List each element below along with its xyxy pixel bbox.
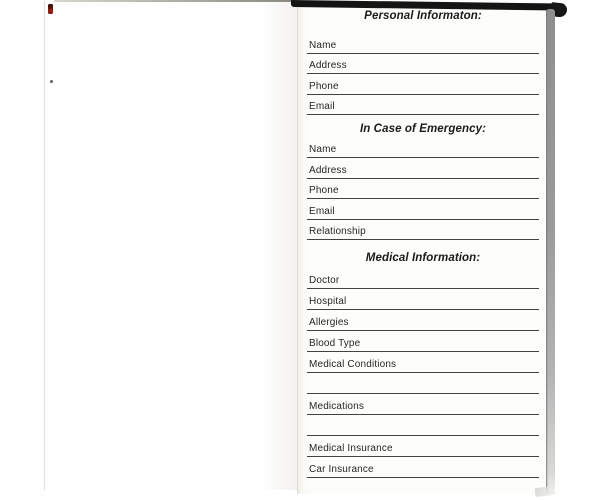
emergency-contact-fields [307,138,539,241]
personal-information-fields [307,33,539,115]
form-page [297,0,549,494]
field-row-relationship [307,220,539,241]
field-label: Relationship [309,226,366,237]
field-label: Hospital [309,295,347,307]
field-row-blood-type [307,331,539,352]
field-label: Email [309,101,335,112]
field-row-hospital [307,289,539,310]
medical-information-heading: Medical Information: [365,252,481,264]
field-label: Medical Insurance [309,442,393,454]
field-label: Name [309,39,337,51]
field-label: Medications [309,400,365,412]
field-row-allergies [307,310,539,331]
page-block-right-edge [546,9,555,493]
field-row-car-insurance [307,457,539,478]
field-row-phone [307,74,539,95]
field-label: Email [309,205,335,217]
field-label: Phone [309,80,339,92]
field-label: Name [309,144,337,155]
left-blank-page [44,1,297,490]
field-row-email [307,95,539,116]
field-row-address [307,158,539,179]
field-label: Address [309,60,347,71]
field-label: Allergies [309,316,349,328]
field-label: Doctor [309,274,340,286]
field-label: Car Insurance [309,463,374,475]
emergency-contact-heading: In Case of Emergency: [359,123,487,135]
personal-information-heading: Personal Informaton: [364,10,482,22]
bottom-right-corner-shadow [535,486,556,497]
field-row-phone [307,179,539,200]
field-row-medications [307,394,539,415]
dust-speck [50,80,53,83]
field-row-medical-insurance [307,436,539,457]
red-bookmark-mark [48,4,53,14]
field-label: Phone [309,185,339,196]
field-row-address [307,54,539,75]
medical-information-fields [307,268,539,478]
field-label: Blood Type [309,337,361,349]
field-row-name [307,138,539,159]
blank-ruled-line [307,415,539,436]
blank-ruled-line [307,373,539,394]
field-row-name [307,33,539,54]
field-row-medical-conditions [307,352,539,373]
field-row-doctor [307,268,539,289]
field-row-email [307,199,539,220]
page-top-edge-line [54,0,297,2]
field-label: Medical Conditions [309,358,397,370]
field-label: Address [309,164,347,176]
